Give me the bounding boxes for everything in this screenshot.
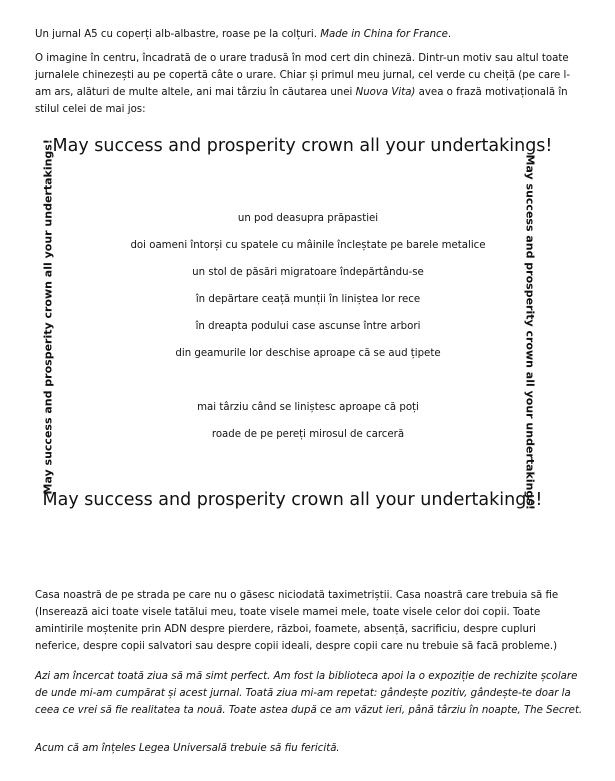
poem-line: mai târziu când se liniștesc aproape că poți [197,402,419,413]
intro-text: Un jurnal A5 cu coperți alb-albastre, roase pe la colțuri. [35,29,321,40]
poem-line: un stol de păsări migratoare îndepărtându-se [192,267,424,278]
poem-line: în dreapta podului case ascunse între arbori [195,321,421,332]
intro-paragraph-text: O imagine în centru, încadrată de o urare tradusă în mod cert din chineză. Dintr-un motiv sau altul toate jurnalele chinezești au pe copertă câte o urare. Chiar și primul meu jurnal, cel verde cu cheiță (pe care l-am ars, alături de multe altele, ani mai târziu în căutarea unei [35,53,571,98]
poem-line: din geamurile lor deschise aproape că se aud țipete [175,348,441,359]
outro-paragraph: Casa noastră de pe strada pe care nu o găsesc niciodată taximetriștii. Casa noastră care trebuia să fie (Inserează aici toate visele tatălui meu, toate visele mamei mele, toate visele celor doi copii. Toate amintirile moștenite prin ADN despre pierdere, război, foamete, absență, sacrificiu, despre cupluri neferice, despre copii salvatori sau despre copii ideali, despre copii care nu trebuie să facă probleme.) [35,590,559,652]
frame-left-text: May success and prosperity crown all your undertakings! [41,139,55,495]
frame-right-text: May success and prosperity crown all your undertakings! [523,154,537,510]
intro-paragraph-end: avea o frază motivațională în stilul celei de mai jos: [35,87,568,115]
intro-end: . [447,29,452,40]
poem-line: un pod deasupra prăpastiei [237,213,379,224]
outro-italic-paragraph: Azi am încercat toată ziua să mă simt perfect. Am fost la biblioteca apoi la o expoziție de rechizite școlare de unde mi-am cumpărat și acest jurnal. Toată ziua mi-am repetat: gândește pozitiv, gândește-te doar la ceea ce vrei să fie realitatea ta nouă. Toate astea după ce am văzut ieri, până târziu în noapte, The Secret. [35,671,583,716]
poem-line: roade de pe pereți mirosul de carceră [211,429,405,440]
intro-italic: Made in China for France [320,29,448,40]
frame-top-text: May success and prosperity crown all your undertakings! [52,136,553,156]
outro-closing-line: Acum că am înțeles Legea Universală trebuie să fiu fericită. [35,743,340,754]
poem-line: în depărtare ceață munții în liniștea lor rece [195,294,421,305]
intro-paragraph-italic: Nuova Vita) [355,87,416,98]
poem-line: doi oameni întorși cu spatele cu mâinile încleștate pe barele metalice [130,240,486,251]
intro-paragraph [35,50,583,118]
frame-bottom-text: May success and prosperity crown all your undertakings! [42,490,543,510]
intro-line [35,26,583,43]
